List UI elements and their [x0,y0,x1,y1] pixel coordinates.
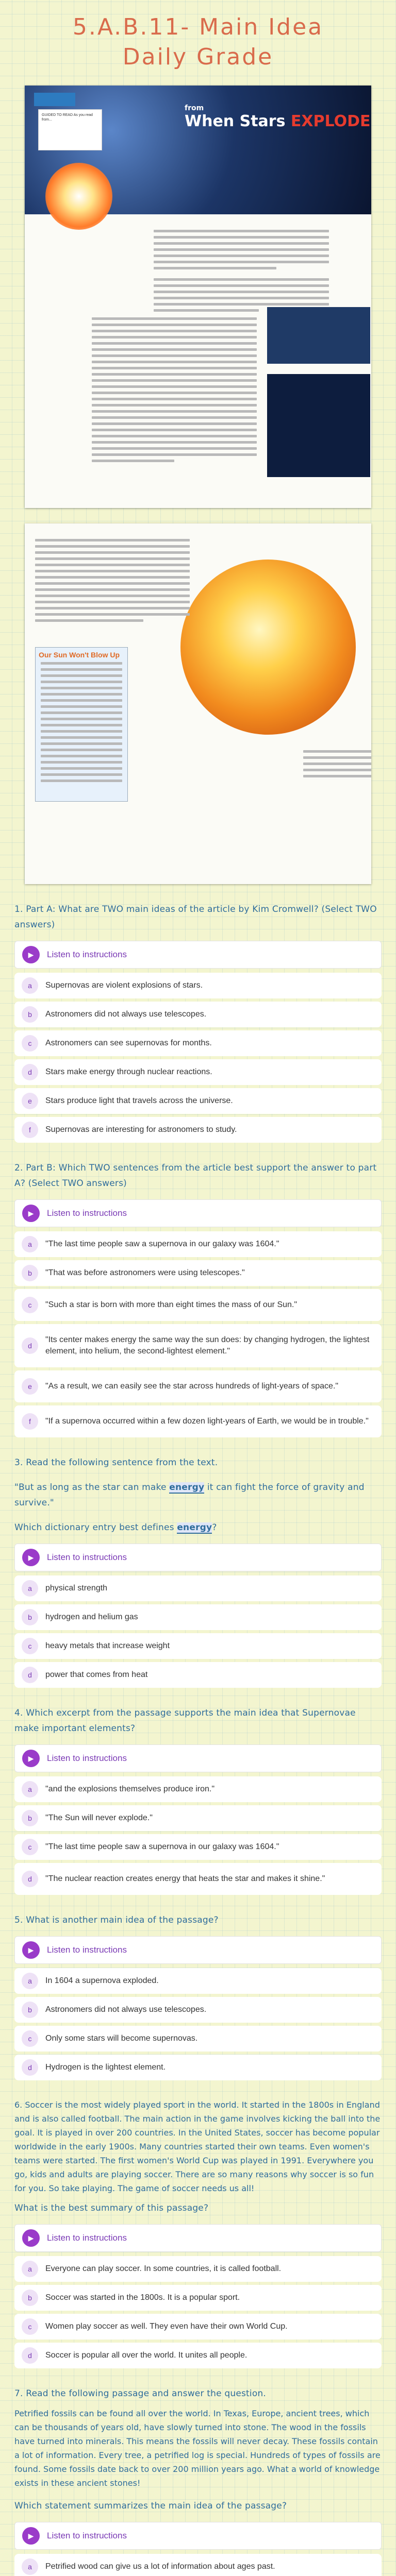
listen-button[interactable] [14,1936,382,1964]
answer-option[interactable] [14,1370,382,1402]
option-letter: b [22,1609,38,1625]
option-text: power that comes from heat [45,1670,148,1679]
article-text-column-2 [92,317,257,466]
option-text: "The nuclear reaction creates energy that heats the star and makes it shine." [45,1874,325,1883]
question-3 [14,1455,382,1688]
play-icon: ▶ [22,1750,40,1767]
answer-option[interactable] [14,1231,382,1257]
option-letter: c [22,1297,38,1313]
option-text: physical strength [45,1584,108,1592]
article-title-accent: EXPLODE [290,112,371,130]
option-text: Supernovas are interesting for astronomers to study. [45,1125,237,1134]
option-text: Hydrogen is the lightest element. [45,2063,166,2072]
article-sidebar [267,307,370,364]
option-letter: d [22,1667,38,1683]
explosion-graphic [45,163,112,230]
option-text: In 1604 a supernova exploded. [45,1976,159,1985]
answer-option[interactable] [14,1997,382,2023]
answer-option[interactable] [14,1059,382,1085]
option-letter: e [22,1093,38,1109]
option-text: Stars make energy through nuclear reactions. [45,1067,212,1076]
option-letter: a [22,2261,38,2277]
article-text-column-3 [35,539,190,625]
article-title-from: from [185,104,204,112]
option-text: "and the explosions themselves produce iron." [45,1785,214,1793]
option-letter: a [22,1580,38,1597]
option-letter: d [22,1337,38,1354]
guided-read-box: GUIDED TO READ As you read from... [38,109,102,150]
answer-option[interactable] [14,1117,382,1143]
option-letter: f [22,1122,38,1138]
option-text: Women play soccer as well. They even have their own World Cup. [45,2322,288,2331]
option-text: "As a result, we can easily see the star across hundreds of light-years of space." [45,1382,339,1391]
answer-option[interactable] [14,1260,382,1286]
option-text: "That was before astronomers were using telescopes." [45,1268,245,1277]
listen-button[interactable] [14,1744,382,1772]
answer-option[interactable] [14,1834,382,1860]
option-letter: c [22,1035,38,1052]
option-letter: b [22,2290,38,2306]
answer-option[interactable] [14,1289,382,1321]
question-text: 7. Read the following passage and answer the question. [14,2388,267,2399]
listen-label: Listen to instructions [47,1208,127,1218]
question-text: 1. Part A: What are TWO main ideas of the article by Kim Cromwell? (Select TWO answers) [14,904,377,930]
question-subtext: Which statement summarizes the main idea of the passage? [14,2501,287,2511]
answer-option[interactable] [14,1776,382,1802]
option-letter: c [22,2030,38,2047]
option-text: "The last time people saw a supernova in our galaxy was 1604." [45,1842,279,1851]
option-text: Astronomers did not always use telescopes. [45,2005,207,2014]
article-hero [25,86,371,214]
listen-label: Listen to instructions [47,2233,127,2243]
article-tag [34,93,75,106]
option-letter: a [22,977,38,994]
option-letter: a [22,2558,38,2575]
answer-option[interactable] [14,2343,382,2368]
answer-option[interactable] [14,1324,382,1367]
option-text: Soccer was started in the 1800s. It is a popular sport. [45,2293,240,2302]
option-text: Astronomers can see supernovas for months. [45,1039,212,1047]
page-title [7,0,389,72]
option-letter: d [22,1064,38,1080]
answer-option[interactable] [14,1030,382,1056]
option-letter: b [22,1265,38,1281]
sun-info-box [35,647,128,802]
article-image-page-1 [25,86,371,508]
question-text: 4. Which excerpt from the passage supports the main idea that Supernovae make important elements? [14,1708,356,1734]
play-icon: ▶ [22,2229,40,2247]
option-text: Supernovas are violent explosions of stars. [45,981,203,990]
play-icon: ▶ [22,1549,40,1566]
sun-graphic [180,560,356,735]
answer-option[interactable] [14,1088,382,1114]
option-letter: e [22,1378,38,1395]
answer-option[interactable] [14,1405,382,1437]
listen-label: Listen to instructions [47,950,127,959]
listen-label: Listen to instructions [47,1945,127,1955]
listen-button[interactable] [14,2224,382,2252]
answer-option[interactable] [14,2026,382,2052]
option-letter: d [22,1871,38,1887]
question-1 [14,902,382,1143]
answer-option[interactable] [14,2314,382,2340]
option-text: Astronomers did not always use telescopes. [45,1010,207,1019]
option-letter: a [22,1236,38,1252]
listen-button[interactable] [14,941,382,969]
question-text: 2. Part B: Which TWO sentences from the article best support the answer to part A? (Select TWO answers) [14,1163,377,1189]
option-text: "Such a star is born with more than eight times the mass of our Sun." [45,1300,298,1309]
answer-option[interactable] [14,1575,382,1601]
passage-text: Petrified fossils can be found all over the world. In Texas, Europe, ancient trees, which can be thousands of years old, have slowly turned into stone. The wood in the fossils have turned into minerals. This means the fossils will never decay. These fossils contain a lot of information. Every tree, a petrified log is special. Hundreds of types of fossils are found. Some fossils date back to over 200 million years ago. What a world of knowledge exists in these ancient stones! [14,2409,381,2488]
article-title [185,104,370,130]
option-text: Stars produce light that travels across the universe. [45,1096,233,1105]
article-star-photo [267,374,370,477]
question-text: 3. Read the following sentence from the text. [14,1458,218,1468]
answer-option[interactable] [14,1863,382,1895]
answer-option[interactable] [14,1968,382,1994]
article-title-main: When Stars EXPLODE [185,112,371,130]
question-text: 5. What is another main idea of the passage? [14,1915,219,1925]
option-letter: b [22,1810,38,1826]
highlighted-word: energy [169,1482,205,1493]
play-icon: ▶ [22,1941,40,1959]
answer-option[interactable] [14,2285,382,2311]
answer-option[interactable] [14,1633,382,1659]
question-passage [14,2098,382,2195]
answer-option[interactable] [14,2554,382,2576]
article-image-page-2 [25,523,371,884]
question-subtext: Which dictionary entry best defines energy? [14,1522,217,1533]
question-5 [14,1912,382,2080]
quoted-sentence: "But as long as the star can make energy it can fight the force of gravity and survive." [14,1482,365,1508]
option-letter: d [22,2347,38,2364]
answer-option[interactable] [14,2256,382,2282]
option-letter: c [22,2318,38,2335]
listen-button[interactable] [14,2522,382,2550]
option-text: "The last time people saw a supernova in our galaxy was 1604." [45,1240,279,1248]
option-letter: a [22,1781,38,1798]
highlighted-word: energy [177,1522,212,1533]
sun-caption [303,750,371,781]
option-letter: a [22,1973,38,1989]
question-number: 6. [14,2100,23,2110]
question-2 [14,1160,382,1437]
option-text: Everyone can play soccer. In some countries, it is called football. [45,2264,282,2273]
option-text: Soccer is popular all over the world. It unites all people. [45,2351,248,2360]
title-line-1: 5.A.B.11- Main Idea [72,14,324,40]
option-text: "Its center makes energy the same way the sun does: by changing hydrogen, the lightest element, into helium, the second-lightest element." [45,1335,370,1355]
question-7 [14,2386,382,2576]
answer-option[interactable] [14,1805,382,1831]
sun-box-heading: Our Sun Won't Blow Up [39,651,120,659]
listen-label: Listen to instructions [47,1753,127,1763]
title-line-2: Daily Grade [122,44,274,70]
option-text: "The Sun will never explode." [45,1814,153,1822]
play-icon: ▶ [22,2527,40,2545]
article-text-column [154,230,329,315]
option-text: heavy metals that increase weight [45,1641,170,1650]
option-text: "If a supernova occurred within a few dozen light-years of Earth, we would be in trouble." [45,1417,369,1426]
option-letter: f [22,1413,38,1430]
option-text: Only some stars will become supernovas. [45,2034,198,2043]
listen-button[interactable] [14,1199,382,1227]
answer-option[interactable] [14,1002,382,1027]
question-6 [14,2098,382,2368]
passage-text: Soccer is the most widely played sport in the world. It started in the 1800s in England and is also called football. The main action in the game involves kicking the ball into the goal. It is played in over 200 countries. In the United States, soccer has become popular worldwide in the early 1900s. Many countries started their own teams. Even women's teams were started. The first women's World Cup was played in 1991. Everywhere you go, kids and adults are playing soccer. There are so many reasons why soccer is so fun for you. So take playing. The game of soccer needs us all! [14,2100,381,2193]
play-icon: ▶ [22,1205,40,1222]
option-text: Petrified wood can give us a lot of information about ages past. [45,2562,275,2571]
option-letter: c [22,1839,38,1855]
listen-label: Listen to instructions [47,1552,127,1562]
option-letter: b [22,1006,38,1023]
listen-button[interactable] [14,1544,382,1571]
option-letter: d [22,2059,38,2076]
option-text: hydrogen and helium gas [45,1613,138,1621]
option-letter: c [22,1638,38,1654]
question-subtext: What is the best summary of this passage? [14,2203,209,2213]
answer-option[interactable] [14,1662,382,1688]
answer-option[interactable] [14,973,382,998]
play-icon: ▶ [22,946,40,963]
listen-label: Listen to instructions [47,2531,127,2540]
answer-option[interactable] [14,2055,382,2080]
option-letter: b [22,2002,38,2018]
answer-option[interactable] [14,1604,382,1630]
question-4 [14,1705,382,1895]
